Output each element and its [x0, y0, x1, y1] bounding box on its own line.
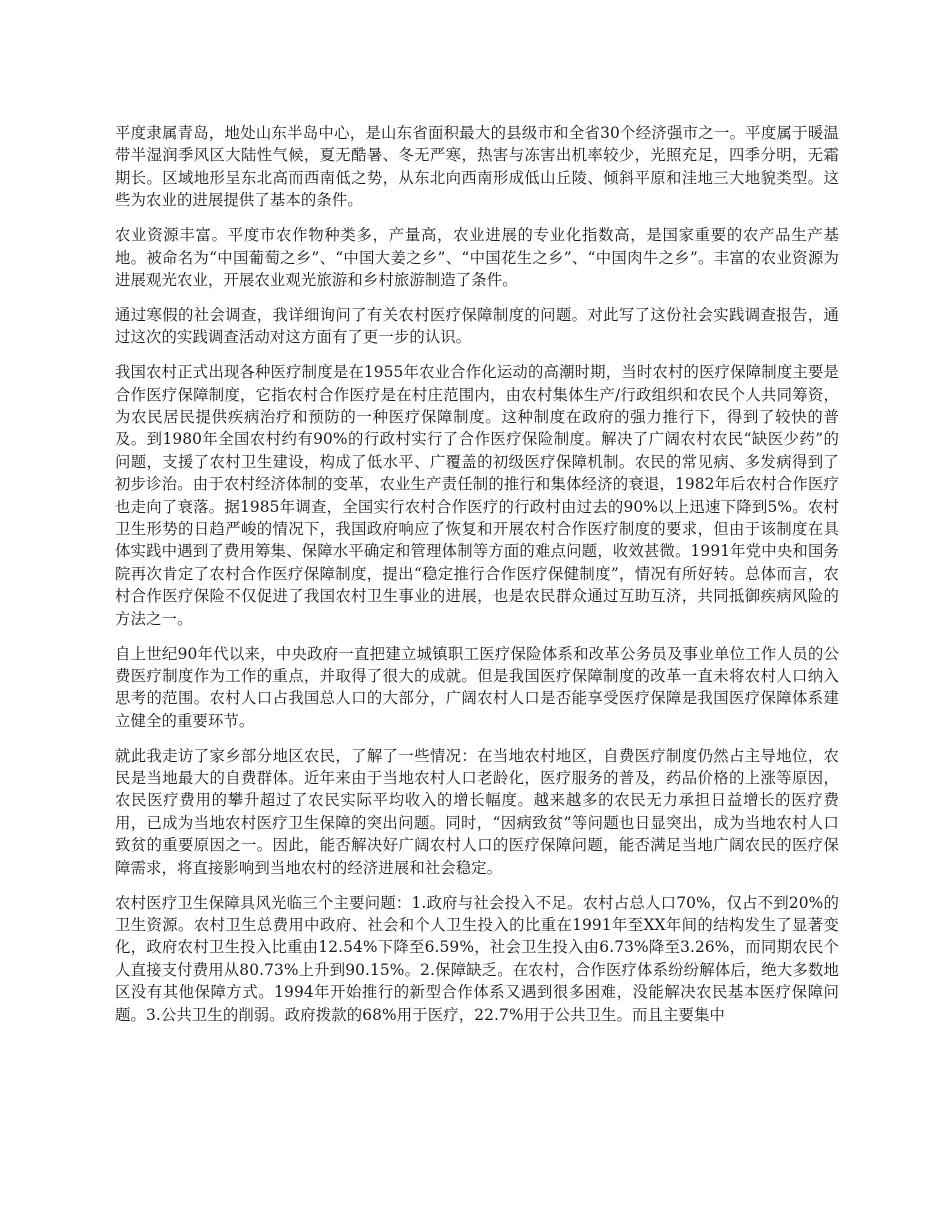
paragraph-agricultural-resources: 农业资源丰富。平度市农作物种类多，产量高，农业进展的专业化指数高，是国家重要的农产品生产基地。被命名为“中国葡萄之乡”、“中国大姜之乡”、“中国花生之乡”、“中国肉牛之乡”。丰富的农业资源为进展观光农业，开展农业观光旅游和乡村旅游制造了条件。 [115, 226, 839, 289]
paragraph-pingdu-overview: 平度隶属青岛，地处山东半岛中心，是山东省面积最大的县级市和全省30个经济强市之一。平度属于暖温带半湿润季风区大陆性气候，夏无酷暑、冬无严寒，热害与冻害出机率较少，光照充足，四季分明，无霜期长。区域地形呈东北高而西南低之势，从东北向西南形成低山丘陵、倾斜平原和洼地三大地貌类型。这些为农业的进展提供了基本的条件。 [115, 124, 839, 210]
paragraph-cooperative-medical-history: 我国农村正式出现各种医疗制度是在1955年农业合作化运动的高潮时期，当时农村的医疗保障制度主要是合作医疗保障制度，它指农村合作医疗是在村庄范围内，由农村集体生产/行政组织和农民个人共同筹资，为农民居民提供疾病治疗和预防的一种医疗保障制度。这种制度在政府的强力推行下，得到了较快的普及。到1980年全国农村约有90%的行政村实行了合作医疗保险制度。解决了广阔农村农民“缺医少药”的问题，支援了农村卫生建设，构成了低水平、广覆盖的初级医疗保障机制。农民的常见病、多发病得到了初步诊治。由于农村经济体制的变革，农业生产责任制的推行和集体经济的衰退，1982年后农村合作医疗也走向了衰落。据1985年调查，全国实行农村合作医疗的行政村由过去的90%以上迅速下降到5%。农村卫生形势的日趋严峻的情况下，我国政府响应了恢复和开展农村合作医疗制度的要求，但由于该制度在具体实践中遇到了费用筹集、保障水平确定和管理体制等方面的难点问题，收效甚微。1991年党中央和国务院再次肯定了农村合作医疗保障制度，提出“稳定推行合作医疗保健制度”，情况有所好转。总体而言，农村合作医疗保险不仅促进了我国农村卫生事业的进展，也是农民群众通过互助互济，共同抵御疾病风险的方法之一。 [115, 363, 839, 628]
paragraph-local-findings: 就此我走访了家乡部分地区农民，了解了一些情况：在当地农村地区，自费医疗制度仍然占主导地位，农民是当地最大的自费群体。近年来由于当地农村人口老龄化，医疗服务的普及，药品价格的上涨等原因，农民医疗费用的攀升超过了农民实际平均收入的增长幅度。越来越多的农民无力承担日益增长的医疗费用，已成为当地农村医疗卫生保障的突出问题。同时，“因病致贫”等问题也日显突出，成为当地农村人口致贫的重要原因之一。因此，能否解决好广阔农村人口的医疗保障问题，能否满足当地广阔农民的医疗保障需求，将直接影响到当地农村的经济进展和社会稳定。 [115, 746, 839, 877]
paragraph-three-problems: 农村医疗卫生保障具风光临三个主要问题：1.政府与社会投入不足。农村占总人口70%，仅占不到20%的卫生资源。农村卫生总费用中政府、社会和个人卫生投入的比重在1991年至XX年间的结构发生了显著变化，政府农村卫生投入比重由12.54%下降至6.59%，社会卫生投入由6.73%降至3.26%，而同期农民个人直接支付费用从80.73%上升到90.15%。2.保障缺乏。在农村，合作医疗体系纷纷解体后，绝大多数地区没有其他保障方式。1994年开始推行的新型合作体系又遇到很多困难，没能解决农民基本医疗保障问题。3.公共卫生的削弱。政府拨款的68%用于医疗，22.7%用于公共卫生。而且主要集中 [115, 893, 839, 1024]
paragraph-policy-since-1990s: 自上世纪90年代以来，中央政府一直把建立城镇职工医疗保险体系和改革公务员及事业单位工作人员的公费医疗制度作为工作的重点，并取得了很大的成就。但是我国医疗保障制度的改革一直未将农村人口纳入思考的范围。农村人口占我国总人口的大部分，广阔农村人口是否能享受医疗保障是我国医疗保障体系建立健全的重要环节。 [115, 644, 839, 730]
paragraph-survey-intro: 通过寒假的社会调查，我详细询问了有关农村医疗保障制度的问题。对此写了这份社会实践调查报告，通过这次的实践调查活动对这方面有了更一步的认识。 [115, 305, 839, 347]
document-body [115, 122, 839, 1039]
